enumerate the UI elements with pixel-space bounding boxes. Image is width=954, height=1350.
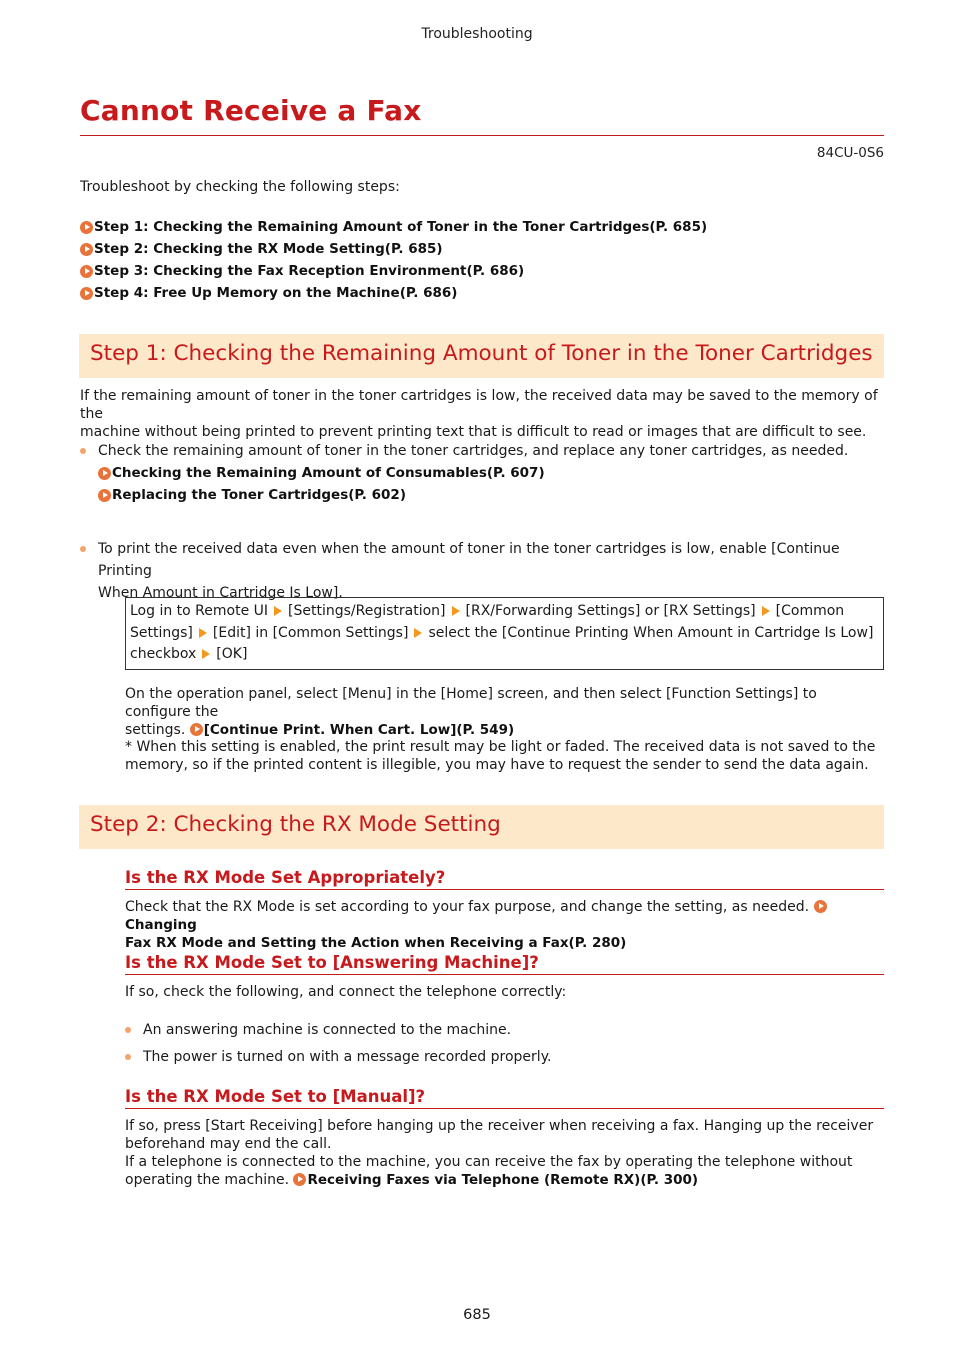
rx-mode-appropriate-heading: Is the RX Mode Set Appropriately? [125, 868, 884, 890]
bullet-dot-icon [125, 1027, 131, 1033]
body-text: Check that the RX Mode is set according to your fax purpose, and change the setting, as needed. [125, 899, 810, 915]
rx-mode-appropriate-text [125, 898, 884, 952]
triangle-arrow-icon [202, 649, 210, 659]
triangle-arrow-icon [762, 606, 770, 616]
body-text: beforehand may end the call. [125, 1136, 332, 1152]
step1-bullet-2 [80, 538, 884, 604]
triangle-arrow-icon [199, 628, 207, 638]
page-header: Troubleshooting [421, 26, 533, 42]
bullet-text: The power is turned on with a message recorded properly. [143, 1049, 552, 1065]
consumables-link[interactable] [98, 462, 848, 484]
step1-body-line: machine without being printed to prevent printing text that is difficult to read or images that are difficult to see. [80, 424, 867, 440]
arrow-circle-icon [80, 243, 93, 256]
procedure-step: select the [Continue Printing When Amount in Cartridge Is Low] [428, 624, 874, 641]
bullet-text: Check the remaining amount of toner in the toner cartridges, and replace any toner cartridges, as needed. [98, 443, 849, 459]
step-link-label: Step 4: Free Up Memory on the Machine(P. 686) [94, 285, 458, 301]
body-text: If a telephone is connected to the machine, you can receive the fax by operating the telephone without [125, 1154, 853, 1170]
procedure-step: [OK] [216, 646, 248, 662]
procedure-step: Settings] [130, 624, 193, 641]
answering-bullet-1 [125, 1019, 884, 1041]
remote-rx-link[interactable]: Receiving Faxes via Telephone (Remote RX)(P. 300) [307, 1172, 699, 1188]
arrow-circle-icon [98, 489, 111, 502]
procedure-line [130, 623, 879, 645]
procedure-step: [RX/Forwarding Settings] or [RX Settings] [465, 603, 756, 619]
arrow-circle-icon [80, 221, 93, 234]
bullet-dot-icon [80, 546, 86, 552]
triangle-arrow-icon [274, 606, 282, 616]
step-link-2[interactable] [80, 238, 707, 260]
panel-text-line: settings. [125, 722, 186, 738]
step1-heading-band [79, 334, 884, 378]
answering-bullet-2 [125, 1046, 884, 1068]
procedure-step: checkbox [130, 646, 197, 662]
triangle-arrow-icon [452, 606, 460, 616]
replace-toner-link[interactable] [98, 484, 848, 506]
step1-body-line: If the remaining amount of toner in the toner cartridges is low, the received data may be saved to the memory of the [80, 388, 878, 422]
answering-machine-heading: Is the RX Mode Set to [Answering Machine]? [125, 953, 884, 975]
bullet-text: An answering machine is connected to the machine. [143, 1022, 512, 1038]
intro-text: Troubleshoot by checking the following steps: [80, 179, 400, 195]
rx-mode-link[interactable]: Fax RX Mode and Setting the Action when Receiving a Fax(P. 280) [125, 935, 627, 951]
step2-heading: Step 2: Checking the RX Mode Setting [90, 812, 501, 837]
link-label: Checking the Remaining Amount of Consumables(P. 607) [112, 465, 545, 481]
page-number: 685 [463, 1307, 491, 1323]
manual-mode-heading: Is the RX Mode Set to [Manual]? [125, 1087, 884, 1109]
arrow-circle-icon [190, 723, 203, 736]
page-title: Cannot Receive a Fax [80, 94, 422, 127]
step-links [80, 216, 707, 304]
arrow-circle-icon [814, 900, 827, 913]
step1-body [80, 387, 884, 441]
answering-machine-text: If so, check the following, and connect the telephone correctly: [125, 984, 567, 1000]
arrow-circle-icon [80, 265, 93, 278]
setting-note [125, 738, 884, 774]
step1-heading: Step 1: Checking the Remaining Amount of Toner in the Toner Cartridges [90, 341, 873, 366]
step-link-label: Step 3: Checking the Fax Reception Environment(P. 686) [94, 263, 525, 279]
triangle-arrow-icon [414, 628, 422, 638]
procedure-step: [Edit] in [Common Settings] [212, 624, 409, 641]
step-link-label: Step 2: Checking the RX Mode Setting(P. 685) [94, 241, 443, 257]
step1-bullet-1 [80, 440, 884, 506]
rx-mode-link[interactable]: Changing [125, 917, 197, 933]
procedure-step: [Common [775, 603, 845, 619]
step-link-1[interactable] [80, 216, 707, 238]
bullet-dot-icon [125, 1054, 131, 1060]
body-text: If so, press [Start Receiving] before hanging up the receiver when receiving a fax. Hanging up the receiver [125, 1118, 874, 1134]
note-line: memory, so if the printed content is illegible, you may have to request the sender to send the data again. [125, 757, 869, 773]
bullet-text: When Amount in Cartridge Is Low]. [98, 585, 343, 601]
procedure-line [130, 601, 879, 623]
step-link-4[interactable] [80, 282, 707, 304]
link-label: Replacing the Toner Cartridges(P. 602) [112, 487, 406, 503]
step-link-label: Step 1: Checking the Remaining Amount of Toner in the Toner Cartridges(P. 685) [94, 219, 708, 235]
procedure-step: [Settings/Registration] [288, 603, 446, 619]
document-code: 84CU-0S6 [816, 145, 884, 161]
panel-text-line: On the operation panel, select [Menu] in the [Home] screen, and then select [Function Settings] to configure the [125, 686, 817, 720]
step-link-3[interactable] [80, 260, 707, 282]
procedure-line [130, 644, 879, 666]
title-divider [80, 135, 884, 136]
arrow-circle-icon [80, 287, 93, 300]
bullet-text: To print the received data even when the amount of toner in the toner cartridges is low, enable [Continue Printing [98, 541, 840, 579]
continue-print-link[interactable]: [Continue Print. When Cart. Low](P. 549) [203, 722, 515, 738]
note-line: * When this setting is enabled, the print result may be light or faded. The received data is not saved to the [125, 739, 876, 755]
operation-panel-text [125, 685, 884, 739]
manual-mode-text [125, 1117, 884, 1189]
step2-heading-band [79, 805, 884, 849]
arrow-circle-icon [98, 467, 111, 480]
arrow-circle-icon [293, 1173, 306, 1186]
procedure-step: Log in to Remote UI [130, 603, 269, 619]
body-text: operating the machine. [125, 1172, 290, 1188]
bullet-dot-icon [80, 448, 86, 454]
remote-ui-procedure-box [125, 597, 884, 670]
